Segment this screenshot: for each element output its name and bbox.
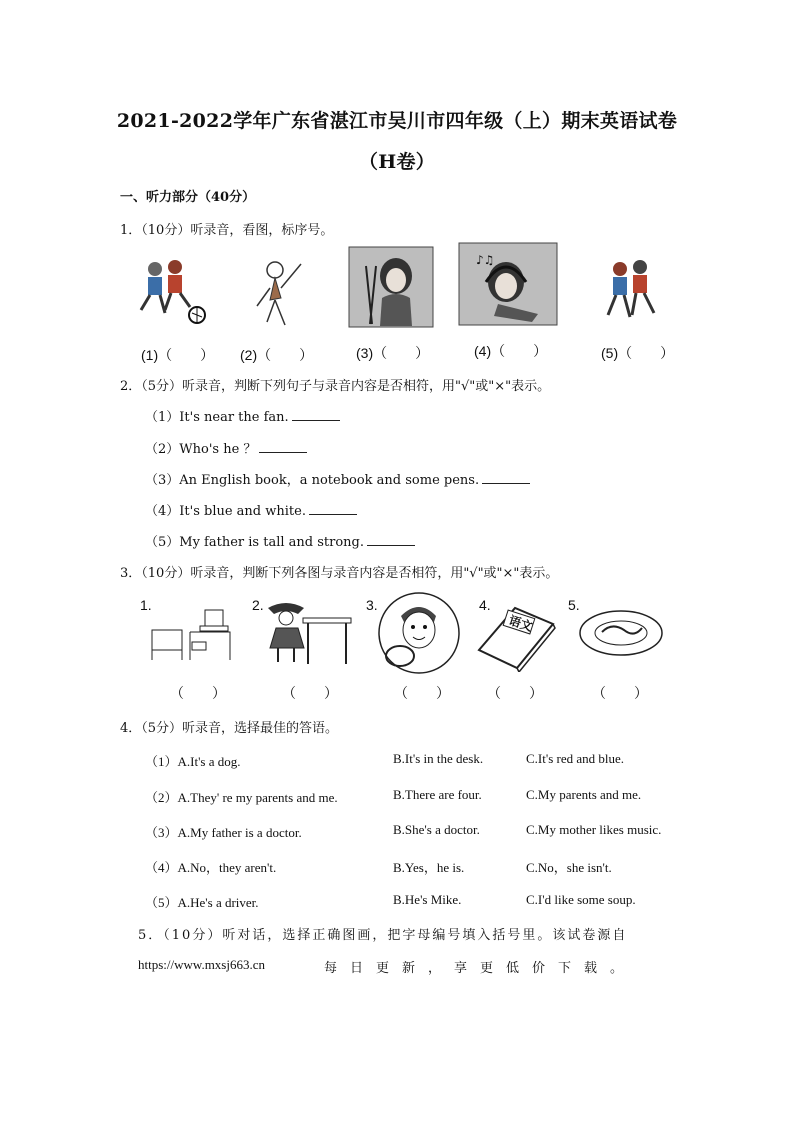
q2-item-4: （4）It's blue and white. [145,500,357,519]
q2-item-5: （5）My father is tall and strong. [145,531,415,550]
q3-number-5: 5. [568,597,580,613]
q4-row-5-option-a: （5）A.He's a driver. [145,895,259,910]
q1-answer-5: (5)（ ） [601,345,675,361]
girl-dancing-picture [245,250,315,332]
driver-boy-picture [376,592,462,674]
q4-row-4-option-c: C.No，she isn't. [526,860,612,875]
q3-answer-4: （ ） [487,685,543,701]
q4-row-3-option-b: B.She's a doctor. [393,822,480,837]
q3-number-4: 4. [479,597,491,613]
girl-listening-music-picture [458,242,558,326]
section-heading: 一、听力部分（40分） [120,190,256,205]
q2-item-3: （3）An English book，a notebook and some pens. [145,469,530,488]
q3-answer-2: （ ） [282,685,338,701]
q4-row-2-option-a: （2）A.They' re my parents and me. [145,790,338,805]
book-title-text: 语文 [507,613,535,634]
svg-text:♪♫: ♪♫ [476,253,495,267]
q1-answer-1: (1)（ ） [141,347,215,363]
chinese-book-picture [475,600,557,672]
q1-answer-2: (2)（ ） [240,347,314,363]
q3-answer-3: （ ） [394,685,450,701]
girl-painting-picture [348,246,434,328]
q3-answer-5: （ ） [592,685,648,701]
q4-row-1-option-b: B.It's in the desk. [393,751,484,766]
q2-item-2: （2）Who's he ？ [145,438,307,457]
q4-row-5-option-c: C.I'd like some soup. [526,892,636,907]
q4-row-3-option-a: （3）A.My father is a doctor. [145,825,302,840]
q3-number-2: 2. [252,597,264,613]
q4-row-4-option-b: B.Yes，he is. [393,860,465,875]
q3-number-1: 1. [140,597,152,613]
children-running-picture [598,255,668,330]
question-4-text: 4．（5分）听录音，选择最佳的答语。 [120,721,339,736]
page-title: 2021-2022学年广东省湛江市吴川市四年级（上）期末英语试卷 [116,110,678,132]
source-note-text: 每日更新，享更低价下载。 [324,961,637,976]
q3-answer-1: （ ） [170,685,226,701]
q4-row-3-option-c: C.My mother likes music. [526,822,662,837]
q3-number-3: 3. [366,597,378,613]
page-subtitle: （H卷） [358,151,436,173]
q4-row-1-option-c: C.It's red and blue. [526,751,625,766]
q4-row-2-option-b: B.There are four. [393,787,482,802]
girl-at-table-picture [258,600,353,668]
q4-row-2-option-c: C.My parents and me. [526,787,642,802]
question-2-text: 2．（5分）听录音，判断下列句子与录音内容是否相符，用"√"或"×"表示。 [120,379,551,394]
question-1-text: 1．（10分）听录音，看图，标序号。 [120,223,334,238]
q1-answer-4: (4)（ ） [474,343,548,359]
q4-row-4-option-a: （4）A.No，they aren't. [145,860,277,875]
bedroom-desk-computer-picture [150,602,235,664]
q1-answer-3: (3)（ ） [356,345,430,361]
question-3-text: 3．（10分）听录音，判断下列各图与录音内容是否相符，用"√"或"×"表示。 [120,566,559,581]
q4-row-5-option-b: B.He's Mike. [393,892,462,907]
plate-of-food-picture [578,608,664,658]
q2-item-1: （1）It's near the fan. [145,406,340,425]
question-5-text: 5．（10分）听对话，选择正确图画，把字母编号填入括号里。该试卷源自 [138,928,628,943]
boys-playing-football-picture [135,255,210,330]
source-url-link[interactable]: https://www.mxsj663.cn [138,957,265,972]
q4-row-1-option-a: （1）A.It's a dog. [145,754,241,769]
